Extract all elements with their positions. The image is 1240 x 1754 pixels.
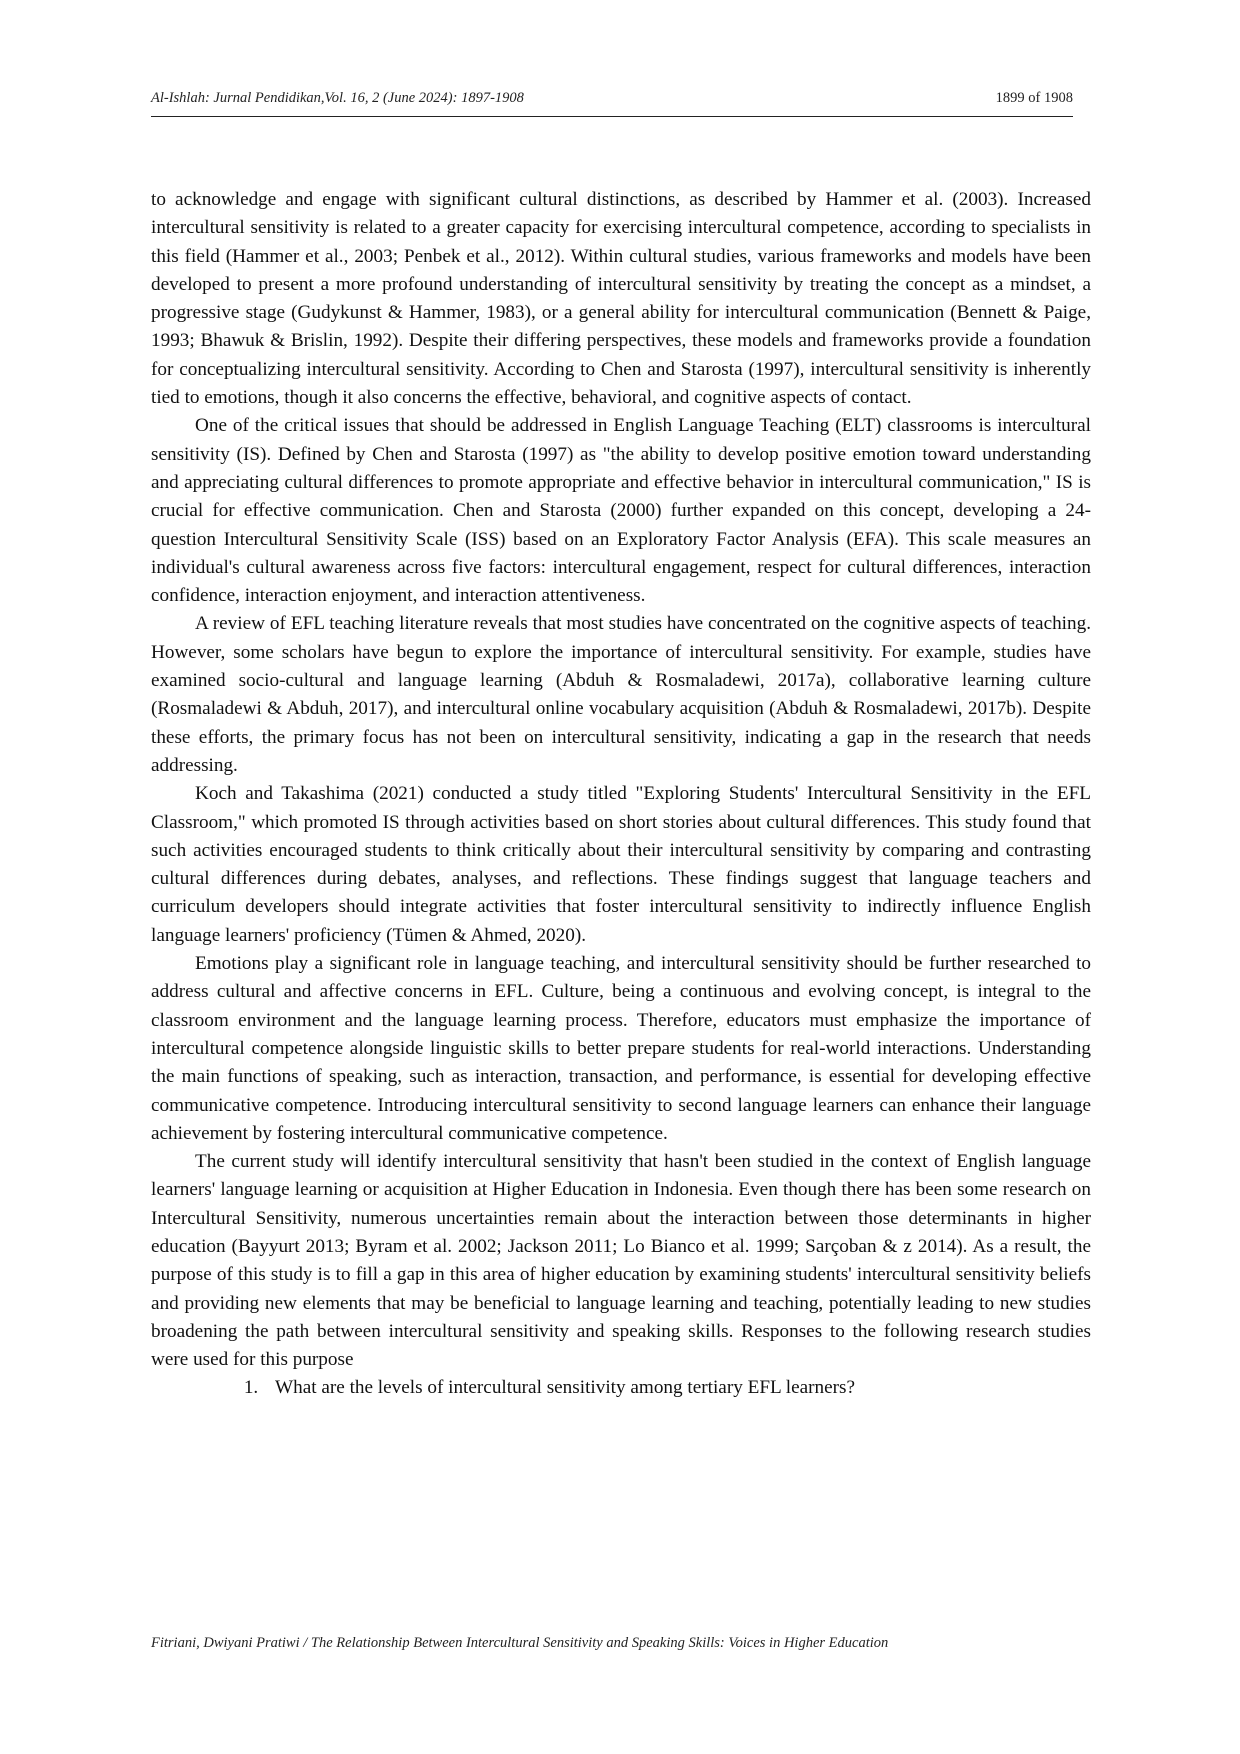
- paragraph: Emotions play a significant role in language teaching, and intercultural sensitivity should be further researched to address cultural and affective concerns in EFL. Culture, being a continuous and evolving concept, is integral to the classroom environment and the language learning process. Therefore, educators must emphasize the importance of intercultural competence alongside linguistic skills to better prepare students for real-world interactions. Understanding the main functions of speaking, such as interaction, transaction, and performance, is essential for developing effective communicative competence. Introducing intercultural sensitivity to second language learners can enhance their language achievement by fostering intercultural communicative competence.: [151, 953, 1091, 1144]
- body-text: [151, 186, 1091, 1403]
- paragraph-continued: to acknowledge and engage with significant cultural distinctions, as described by Hammer et al. (2003). Increased intercultural sensitivity is related to a greater capacity for exercising intercultural competence, according to specialists in this field (Hammer et al., 2003; Penbek et al., 2012). Within cultural studies, various frameworks and models have been developed to present a more profound understanding of intercultural sensitivity by treating the concept as a mindset, a progressive stage (Gudykunst & Hammer, 1983), or a general ability for intercultural communication (Bennett & Paige, 1993; Bhawuk & Brislin, 1992). Despite their differing perspectives, these models and frameworks provide a foundation for conceptualizing intercultural sensitivity. According to Chen and Starosta (1997), intercultural sensitivity is inherently tied to emotions, though it also concerns the effective, behavioral, and cognitive aspects of contact.: [151, 189, 1091, 409]
- header-rule: [151, 116, 1073, 117]
- running-footer: Fitriani, Dwiyani Pratiwi / The Relationship Between Intercultural Sensitivity and Speaking Skills: Voices in Higher Education: [151, 1635, 889, 1651]
- paragraph: A review of EFL teaching literature reveals that most studies have concentrated on the cognitive aspects of teaching. However, some scholars have begun to explore the importance of intercultural sensitivity. For example, studies have examined socio-cultural and language learning (Abduh & Rosmaladewi, 2017a), collaborative learning culture (Rosmaladewi & Abduh, 2017), and intercultural online vocabulary acquisition (Abduh & Rosmaladewi, 2017b). Despite these efforts, the primary focus has not been on intercultural sensitivity, indicating a gap in the research that needs addressing.: [151, 613, 1091, 776]
- research-question: 1. What are the levels of intercultural sensitivity among tertiary EFL learners?: [263, 1374, 1091, 1402]
- research-question-list: [151, 1374, 1091, 1402]
- paragraph: Koch and Takashima (2021) conducted a study titled "Exploring Students' Intercultural Sensitivity in the EFL Classroom," which promoted IS through activities based on short stories about cultural differences. This study found that such activities encouraged students to think critically about their intercultural sensitivity by comparing and contrasting cultural differences during debates, analyses, and reflections. These findings suggest that language teachers and curriculum developers should integrate activities that foster intercultural sensitivity to indirectly influence English language learners' proficiency (Tümen & Ahmed, 2020).: [151, 783, 1091, 946]
- journal-citation: Al-Ishlah: Jurnal Pendidikan,Vol. 16, 2 (June 2024): 1897-1908: [151, 90, 524, 106]
- page-number: 1899 of 1908: [995, 90, 1073, 106]
- paragraph: One of the critical issues that should be addressed in English Language Teaching (ELT) classrooms is intercultural sensitivity (IS). Defined by Chen and Starosta (1997) as "the ability to develop positive emotion toward understanding and appreciating cultural differences to promote appropriate and effective behavior in intercultural communication," IS is crucial for effective communication. Chen and Starosta (2000) further expanded on this concept, developing a 24-question Intercultural Sensitivity Scale (ISS) based on an Exploratory Factor Analysis (EFA). This scale measures an individual's cultural awareness across five factors: intercultural engagement, respect for cultural differences, interaction confidence, interaction enjoyment, and interaction attentiveness.: [151, 415, 1091, 607]
- paragraph: The current study will identify intercultural sensitivity that hasn't been studied in the context of English language learners' language learning or acquisition at Higher Education in Indonesia. Even though there has been some research on Intercultural Sensitivity, numerous uncertainties remain about the interaction between those determinants in higher education (Bayyurt 2013; Byram et al. 2002; Jackson 2011; Lo Bianco et al. 1999; Sarçoban & z 2014). As a result, the purpose of this study is to fill a gap in this area of higher education by examining students' intercultural sensitivity beliefs and providing new elements that may be beneficial to language learning and teaching, potentially leading to new studies broadening the path between intercultural sensitivity and speaking skills. Responses to the following research studies were used for this purpose: [151, 1151, 1091, 1371]
